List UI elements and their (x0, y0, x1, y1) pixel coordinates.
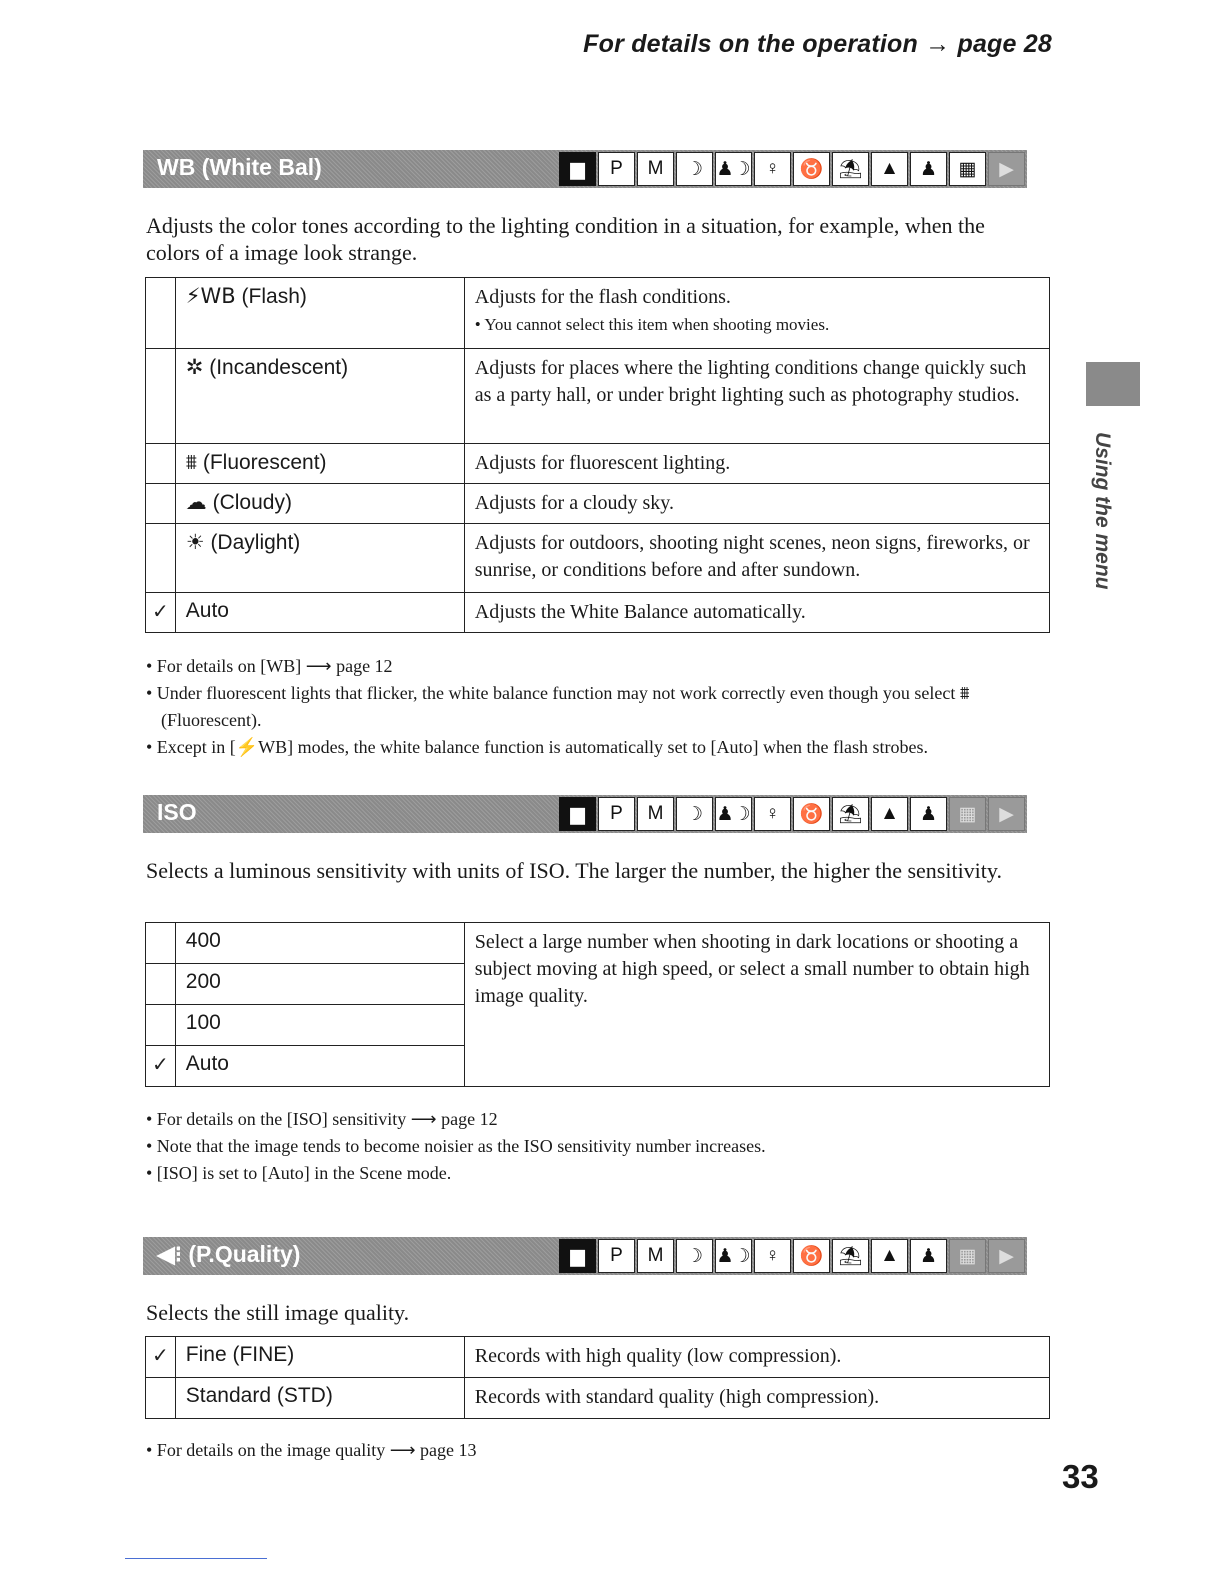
option-desc: Adjusts for a cloudy sky. (464, 484, 1049, 524)
manual-mode-icon: M (637, 152, 674, 186)
option-desc: Adjusts for places where the lighting conditions change quickly such as a party hall, or under bright lighting such as photography studios. (464, 349, 1049, 444)
operation-page-reference (583, 30, 1052, 59)
quality-options-table (145, 1336, 1050, 1419)
check-cell (146, 278, 176, 349)
playback-mode-icon: ▶ (988, 797, 1025, 831)
table-row (146, 444, 1050, 484)
table-row (146, 923, 1050, 964)
iso-intro: Selects a luminous sensitivity with units of ISO. The larger the number, the higher the sensitivity. (146, 858, 1002, 883)
list-item: • Under fluorescent lights that flicker, the white balance function may not work correctly even though you select ⩩ (Fluorescent). (146, 683, 970, 730)
list-item: • For details on [WB] ⟶ page 12 (146, 656, 393, 676)
movie-mode-icon: ▦ (949, 1239, 986, 1273)
iso-options-table (145, 922, 1050, 1087)
option-name: ✲ (Incandescent) (175, 349, 464, 444)
twilight-mode-icon: ☽ (676, 152, 713, 186)
camera-mode-icon: ▆ (559, 797, 596, 831)
check-cell (146, 484, 176, 524)
wb-section-title: WB (White Bal) (157, 154, 322, 180)
option-desc: Records with high quality (low compression). (464, 1337, 1049, 1378)
twilight-mode-icon: ☽ (676, 797, 713, 831)
wb-options-table (145, 277, 1050, 633)
quality-section-title: ◀⁝ (P.Quality) (157, 1241, 301, 1267)
daylight-icon: ☀ (185, 530, 205, 554)
table-row (146, 278, 1050, 349)
soft-snap-mode-icon: ♉ (793, 1239, 830, 1273)
iso-value: 100 (175, 1005, 464, 1046)
candle-mode-icon: ♀ (754, 1239, 791, 1273)
default-check-icon: ✓ (152, 601, 169, 623)
portrait-mode-icon: ♟ (910, 1239, 947, 1273)
option-name: ☁ (Cloudy) (175, 484, 464, 524)
table-row (146, 524, 1050, 593)
program-mode-icon: P (598, 797, 635, 831)
page-number: 33 (1062, 1458, 1099, 1495)
quality-section-header (143, 1237, 1027, 1275)
check-cell (146, 444, 176, 484)
chapter-tab (1086, 362, 1140, 406)
flash-wb-icon: ⚡WB (185, 284, 236, 308)
quality-intro: Selects the still image quality. (146, 1300, 410, 1325)
program-mode-icon: P (598, 152, 635, 186)
list-item: • For details on the [ISO] sensitivity ⟶ page 12 (146, 1109, 498, 1129)
ref-page: page 28 (957, 30, 1052, 58)
movie-mode-icon: ▦ (949, 797, 986, 831)
ref-text: For details on the operation (583, 30, 918, 58)
list-item: • [ISO] is set to [Auto] in the Scene mode. (146, 1163, 452, 1183)
fluorescent-icon: ⩩ (185, 450, 197, 474)
table-row (146, 1337, 1050, 1378)
incandescent-icon: ✲ (185, 355, 204, 379)
playback-mode-icon: ▶ (988, 152, 1025, 186)
quality-notes (146, 1437, 1046, 1464)
beach-mode-icon: ⛱ (832, 152, 869, 186)
option-name: ☀ (Daylight) (175, 524, 464, 593)
landscape-mode-icon: ▲ (871, 797, 908, 831)
option-note: • You cannot select this item when shooting movies. (474, 315, 830, 334)
check-cell (146, 923, 176, 964)
cloudy-icon: ☁ (185, 490, 207, 514)
option-name: ⚡WB (Flash) (175, 278, 464, 349)
table-row (146, 593, 1050, 633)
check-cell (146, 593, 176, 633)
check-cell (146, 349, 176, 444)
camera-mode-icon: ▆ (559, 152, 596, 186)
camera-mode-icon: ▆ (559, 1239, 596, 1273)
iso-value: 400 (175, 923, 464, 964)
table-row (146, 349, 1050, 444)
iso-notes (146, 1106, 1046, 1187)
table-row (146, 1378, 1050, 1419)
option-desc: Adjusts for outdoors, shooting night scenes, neon signs, fireworks, or sunrise, or conditions before and after sundown. (464, 524, 1049, 593)
beach-mode-icon: ⛱ (832, 797, 869, 831)
landscape-mode-icon: ▲ (871, 1239, 908, 1273)
soft-snap-mode-icon: ♉ (793, 152, 830, 186)
default-check-icon: ✓ (152, 1054, 169, 1076)
twilight-portrait-mode-icon: ♟☽ (715, 152, 752, 186)
option-desc: Adjusts for the flash conditions. • You cannot select this item when shooting movies. (464, 278, 1049, 349)
option-name: Standard (STD) (175, 1378, 464, 1419)
iso-value: Auto (175, 1046, 464, 1087)
soft-snap-mode-icon: ♉ (793, 797, 830, 831)
candle-mode-icon: ♀ (754, 797, 791, 831)
list-item: • For details on the image quality ⟶ page 13 (146, 1440, 477, 1460)
quality-mode-icons (559, 1237, 1027, 1275)
movie-mode-icon: ▦ (949, 152, 986, 186)
option-desc: Adjusts for fluorescent lighting. (464, 444, 1049, 484)
check-cell (146, 1005, 176, 1046)
landscape-mode-icon: ▲ (871, 152, 908, 186)
check-cell (146, 1046, 176, 1087)
manual-mode-icon: M (637, 797, 674, 831)
option-name: Fine (FINE) (175, 1337, 464, 1378)
beach-mode-icon: ⛱ (832, 1239, 869, 1273)
twilight-portrait-mode-icon: ♟☽ (715, 797, 752, 831)
wb-notes (146, 653, 1046, 761)
playback-mode-icon: ▶ (988, 1239, 1025, 1273)
twilight-mode-icon: ☽ (676, 1239, 713, 1273)
iso-section-header (143, 795, 1027, 833)
check-cell (146, 1378, 176, 1419)
candle-mode-icon: ♀ (754, 152, 791, 186)
wb-mode-icons (559, 150, 1027, 188)
option-desc: Adjusts the White Balance automatically. (464, 593, 1049, 633)
twilight-portrait-mode-icon: ♟☽ (715, 1239, 752, 1273)
list-item: • Except in [⚡WB] modes, the white balance function is automatically set to [Auto] when the flash strobes. (146, 737, 929, 757)
footer-divider (125, 1558, 267, 1559)
iso-mode-icons (559, 795, 1027, 833)
option-name: ⩩ (Fluorescent) (175, 444, 464, 484)
portrait-mode-icon: ♟ (910, 797, 947, 831)
arrow-icon: → (925, 30, 951, 58)
chapter-label: Using the menu (1091, 432, 1114, 590)
iso-section-title: ISO (157, 799, 197, 825)
check-cell (146, 524, 176, 593)
default-check-icon: ✓ (152, 1345, 169, 1367)
program-mode-icon: P (598, 1239, 635, 1273)
table-row (146, 484, 1050, 524)
manual-mode-icon: M (637, 1239, 674, 1273)
portrait-mode-icon: ♟ (910, 152, 947, 186)
check-cell (146, 964, 176, 1005)
option-desc: Records with standard quality (high compression). (464, 1378, 1049, 1419)
wb-intro: Adjusts the color tones according to the lighting condition in a situation, for example, when the colors of a image look strange. (146, 213, 985, 265)
iso-desc: Select a large number when shooting in dark locations or shooting a subject moving at high speed, or select a small number to obtain high image quality. (464, 923, 1049, 1087)
wb-section-header (143, 150, 1027, 188)
option-name: Auto (175, 593, 464, 633)
check-cell (146, 1337, 176, 1378)
iso-value: 200 (175, 964, 464, 1005)
list-item: • Note that the image tends to become noisier as the ISO sensitivity number increases. (146, 1136, 766, 1156)
